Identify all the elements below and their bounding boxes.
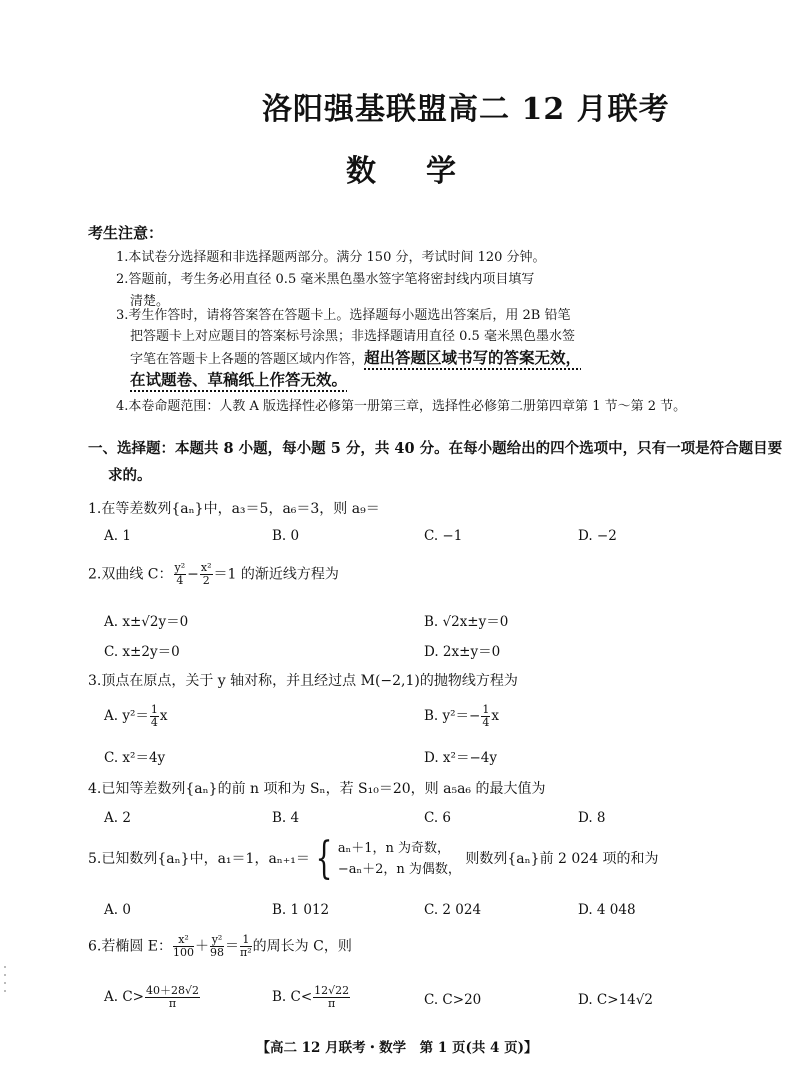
notice-line-3a: 3.考生作答时，请将答案答在答题卡上。选择题每小题选出答案后，用 2B 铅笔 — [116, 308, 571, 323]
q6-post: 的周长为 C，则 — [252, 938, 352, 955]
notice-line-2a: 2.答题前，考生务必用直径 0.5 毫米黑色墨水签字笔将密封线内项目填写 — [116, 272, 535, 287]
scan-speck — [4, 990, 6, 992]
scan-speck — [4, 974, 6, 976]
question-1-option-c: C. −1 — [424, 528, 463, 544]
q6-f3-num: 1 — [240, 934, 252, 947]
q6-f2-num: y² — [211, 933, 223, 946]
q2-f2-num: x² — [200, 561, 212, 574]
question-3-option-b — [424, 704, 499, 729]
q3-b-fraction — [481, 704, 490, 729]
question-6-option-a — [104, 985, 201, 1010]
question-1-stem: 1.在等差数列{aₙ}中，a₃＝5，a₆＝3，则 a₉＝ — [88, 501, 380, 517]
q5-brace: { — [315, 833, 333, 884]
q6-a-num: 40＋28√2 — [145, 984, 199, 997]
notice-line-3c — [130, 346, 581, 368]
q5-cases — [338, 838, 461, 880]
q6-b-pre: B. C< — [272, 989, 313, 1005]
exam-title: 洛阳强基联盟高二 12 月联考 — [262, 92, 670, 127]
question-6-option-d: D. C>14√2 — [578, 992, 653, 1008]
q6-f1-num: x² — [173, 934, 194, 947]
question-4-option-b: B. 4 — [272, 810, 300, 826]
question-3-stem: 3.顶点在原点，关于 y 轴对称，并且经过点 M(−2,1)的抛物线方程为 — [88, 673, 518, 689]
notice-line-4: 4.本卷命题范围：人教 A 版选择性必修第一册第三章，选择性必修第二册第四章第 1 节～第 2 节。 — [116, 399, 687, 414]
question-5-option-c: C. 2 024 — [424, 902, 482, 918]
q6-a-fraction — [145, 985, 200, 1010]
section-heading-line-2: 求的。 — [108, 467, 152, 484]
q3-a-num: 1 — [150, 703, 158, 716]
question-2-option-b: B. √2x±y＝0 — [424, 614, 509, 630]
q3-b-post: x — [491, 708, 499, 724]
q3-a-fraction — [150, 704, 159, 729]
notice-line-1: 1.本试卷分选择题和非选择题两部分。满分 150 分，考试时间 120 分钟。 — [116, 250, 546, 265]
question-6-option-c: C. C>20 — [424, 992, 482, 1008]
q6-f1-den: 100 — [173, 946, 195, 959]
q6-b-den: π — [328, 997, 336, 1010]
q3-b-pre: B. y²＝− — [424, 708, 481, 724]
question-5-stem — [88, 833, 659, 884]
notice-emphasis-1: 超出答题区域书写的答案无效， — [364, 349, 582, 367]
question-5-option-b: B. 1 012 — [272, 902, 330, 918]
question-4-stem: 4.已知等差数列{aₙ}的前 n 项和为 Sₙ，若 S₁₀＝20，则 a₅a₆ 的最大值为 — [88, 781, 546, 797]
question-2-option-a: A. x±√2y＝0 — [104, 614, 189, 630]
q6-fraction-1 — [173, 934, 194, 959]
q6-f2-den: 98 — [210, 946, 225, 959]
notice-emphasis-2: 在试题卷、草稿纸上作答无效。 — [130, 371, 348, 389]
question-2-option-d: D. 2x±y＝0 — [424, 644, 501, 660]
notice-line-3c-plain: 字笔在答题卡上各题的答题区域内作答， — [130, 352, 365, 367]
q6-fraction-3 — [240, 934, 252, 959]
question-5-option-a: A. 0 — [104, 902, 131, 918]
question-4-option-d: D. 8 — [578, 810, 606, 826]
q3-a-den: 4 — [150, 716, 158, 729]
q6-fraction-2 — [210, 934, 224, 959]
notice-line-2b: 清楚。 — [130, 294, 170, 309]
question-3-option-c: C. x²＝4y — [104, 750, 166, 766]
question-4-option-c: C. 6 — [424, 810, 452, 826]
q5-case-1: aₙ＋1，n 为奇数， — [337, 841, 451, 856]
q2-f1-den: 4 — [176, 574, 184, 587]
scan-speck — [4, 966, 6, 968]
q6-b-fraction — [313, 985, 350, 1010]
question-2-stem — [88, 562, 339, 587]
q3-a-pre: A. y²＝ — [104, 708, 149, 724]
q5-case-2: −aₙ＋2，n 为偶数， — [337, 862, 461, 877]
q6-eq: ＝ — [225, 938, 240, 955]
question-6-stem — [88, 934, 352, 959]
q6-pre: 6.若椭圆 E： — [88, 938, 173, 955]
question-3-option-a — [104, 704, 168, 729]
q2-minus: − — [187, 566, 199, 583]
notice-line-3b: 把答题卡上对应题目的答案标号涂黑；非选择题请用直径 0.5 毫米黑色墨水签 — [130, 329, 575, 344]
q3-a-post: x — [159, 708, 168, 724]
q2-fraction-2 — [200, 562, 213, 587]
question-1-option-b: B. 0 — [272, 528, 300, 544]
question-5-option-d: D. 4 048 — [578, 902, 636, 918]
q2-f2-den: 2 — [202, 574, 210, 587]
question-1-option-a: A. 1 — [104, 528, 131, 544]
q6-a-den: π — [168, 997, 177, 1010]
question-4-option-a: A. 2 — [104, 810, 131, 826]
question-6-option-b — [272, 985, 351, 1010]
q6-f3-den: π² — [240, 946, 252, 959]
question-2-option-c: C. x±2y＝0 — [104, 644, 180, 660]
question-3-option-d: D. x²＝−4y — [424, 750, 497, 766]
q2-pre: 2.双曲线 C： — [88, 566, 173, 583]
subject-title: 数学 — [346, 154, 506, 189]
q5-post: 则数列{aₙ}前 2 024 项的和为 — [465, 851, 659, 867]
notice-heading: 考生注意： — [88, 224, 164, 242]
q5-pre: 5.已知数列{aₙ}中，a₁＝1，aₙ₊₁＝ — [88, 851, 310, 867]
q6-b-num: 12√22 — [314, 984, 350, 997]
q6-plus: ＋ — [195, 938, 210, 955]
q2-post: ＝1 的渐近线方程为 — [213, 566, 339, 583]
q6-a-pre: A. C> — [104, 989, 144, 1005]
question-1-option-d: D. −2 — [578, 528, 617, 544]
q3-b-num: 1 — [482, 703, 490, 716]
section-heading-line-1: 一、选择题：本题共 8 小题，每小题 5 分，共 40 分。在每小题给出的四个选项中，只有一项是符合题目要 — [88, 440, 783, 457]
scan-speck — [4, 982, 6, 984]
q3-b-den: 4 — [482, 716, 490, 729]
q2-f1-num: y² — [174, 561, 186, 574]
q2-fraction-1 — [174, 562, 187, 587]
page-footer: 【高二 12 月联考・数学 第 1 页(共 4 页)】 — [256, 1040, 538, 1056]
